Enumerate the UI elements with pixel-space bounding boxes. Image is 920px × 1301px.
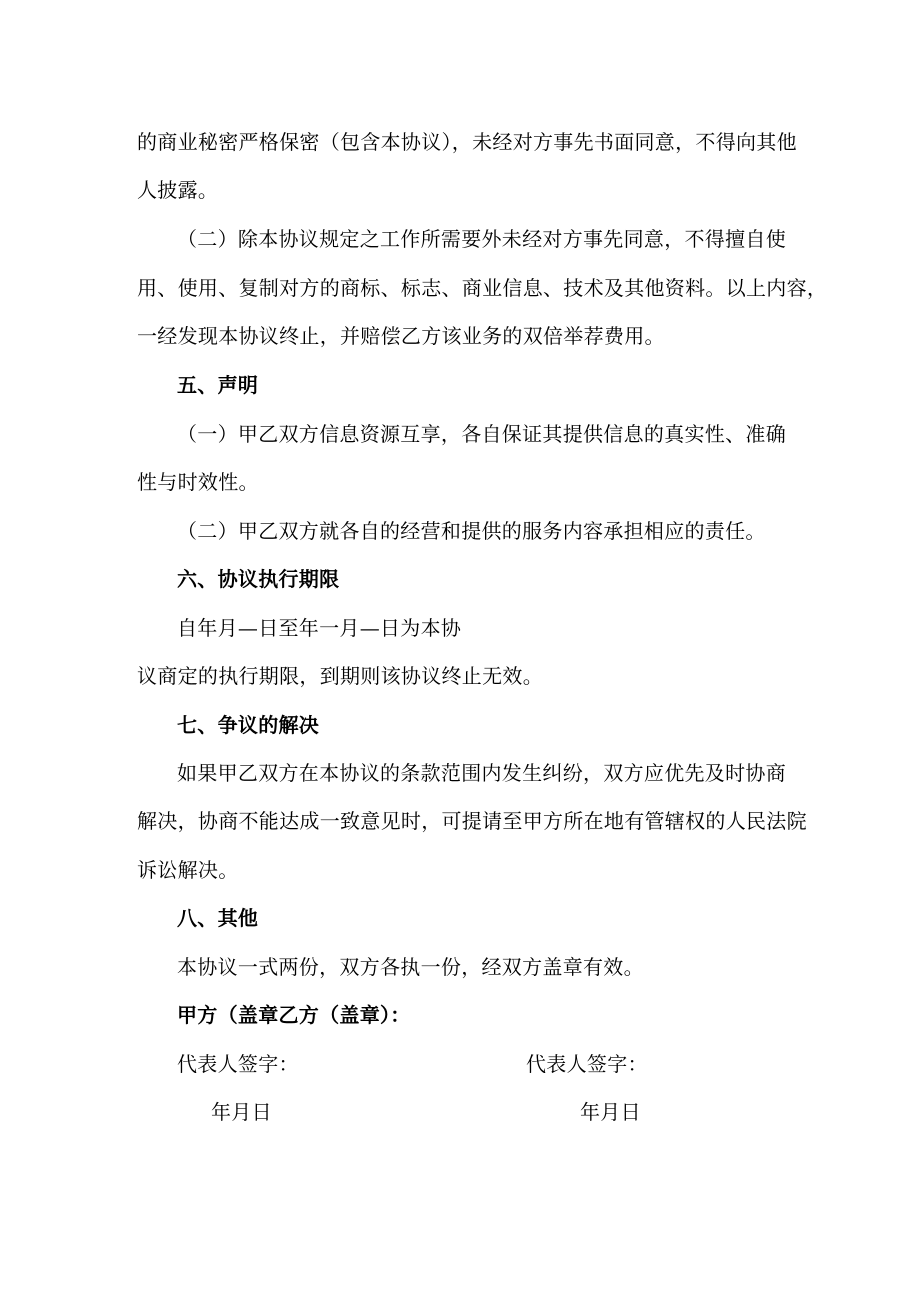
paragraph-line: 用、使用、复制对方的商标、标志、商业信息、技术及其他资料。以上内容， xyxy=(137,276,828,300)
paragraph-line: 诉讼解决。 xyxy=(137,858,239,882)
paragraph-line: 解决，协商不能达成一致意见时，可提请至甲方所在地有管辖权的人民法院 xyxy=(137,809,807,833)
paragraph-line: （一）甲乙双方信息资源互享，各自保证其提供信息的真实性、准确 xyxy=(177,422,786,446)
section-heading-other: 八、其他 xyxy=(177,906,259,930)
party-seal-line: 甲方（盖章乙方（盖章）： xyxy=(177,1003,411,1027)
signature-label-left: 代表人签字： xyxy=(177,1052,299,1076)
section-heading-dispute: 七、争议的解决 xyxy=(177,713,320,737)
signature-date-left: 年月日 xyxy=(211,1100,272,1124)
paragraph-line: 性与时效性。 xyxy=(137,470,259,494)
signature-date-right: 年月日 xyxy=(580,1100,641,1124)
section-heading-term: 六、协议执行期限 xyxy=(177,567,340,591)
paragraph-line: 议商定的执行期限，到期则该协议终止无效。 xyxy=(137,664,543,688)
paragraph-line: （二）甲乙双方就各自的经营和提供的服务内容承担相应的责任。 xyxy=(177,519,766,543)
paragraph-line: 人披露。 xyxy=(137,178,219,202)
section-heading-declaration: 五、声明 xyxy=(177,373,259,397)
signature-label-right: 代表人签字： xyxy=(526,1052,648,1076)
paragraph-line: 一经发现本协议终止，并赔偿乙方该业务的双倍举荐费用。 xyxy=(137,324,665,348)
paragraph-line: 的商业秘密严格保密（包含本协议），未经对方事先书面同意，不得向其他 xyxy=(137,130,797,154)
paragraph-line: 如果甲乙双方在本协议的条款范围内发生纠纷，双方应优先及时协商 xyxy=(177,761,786,785)
paragraph-line: （二）除本协议规定之工作所需要外未经对方事先同意，不得擅自使 xyxy=(177,227,786,251)
paragraph-line: 自年月—日至年一月—日为本协 xyxy=(177,616,462,640)
paragraph-line: 本协议一式两份，双方各执一份，经双方盖章有效。 xyxy=(177,955,644,979)
